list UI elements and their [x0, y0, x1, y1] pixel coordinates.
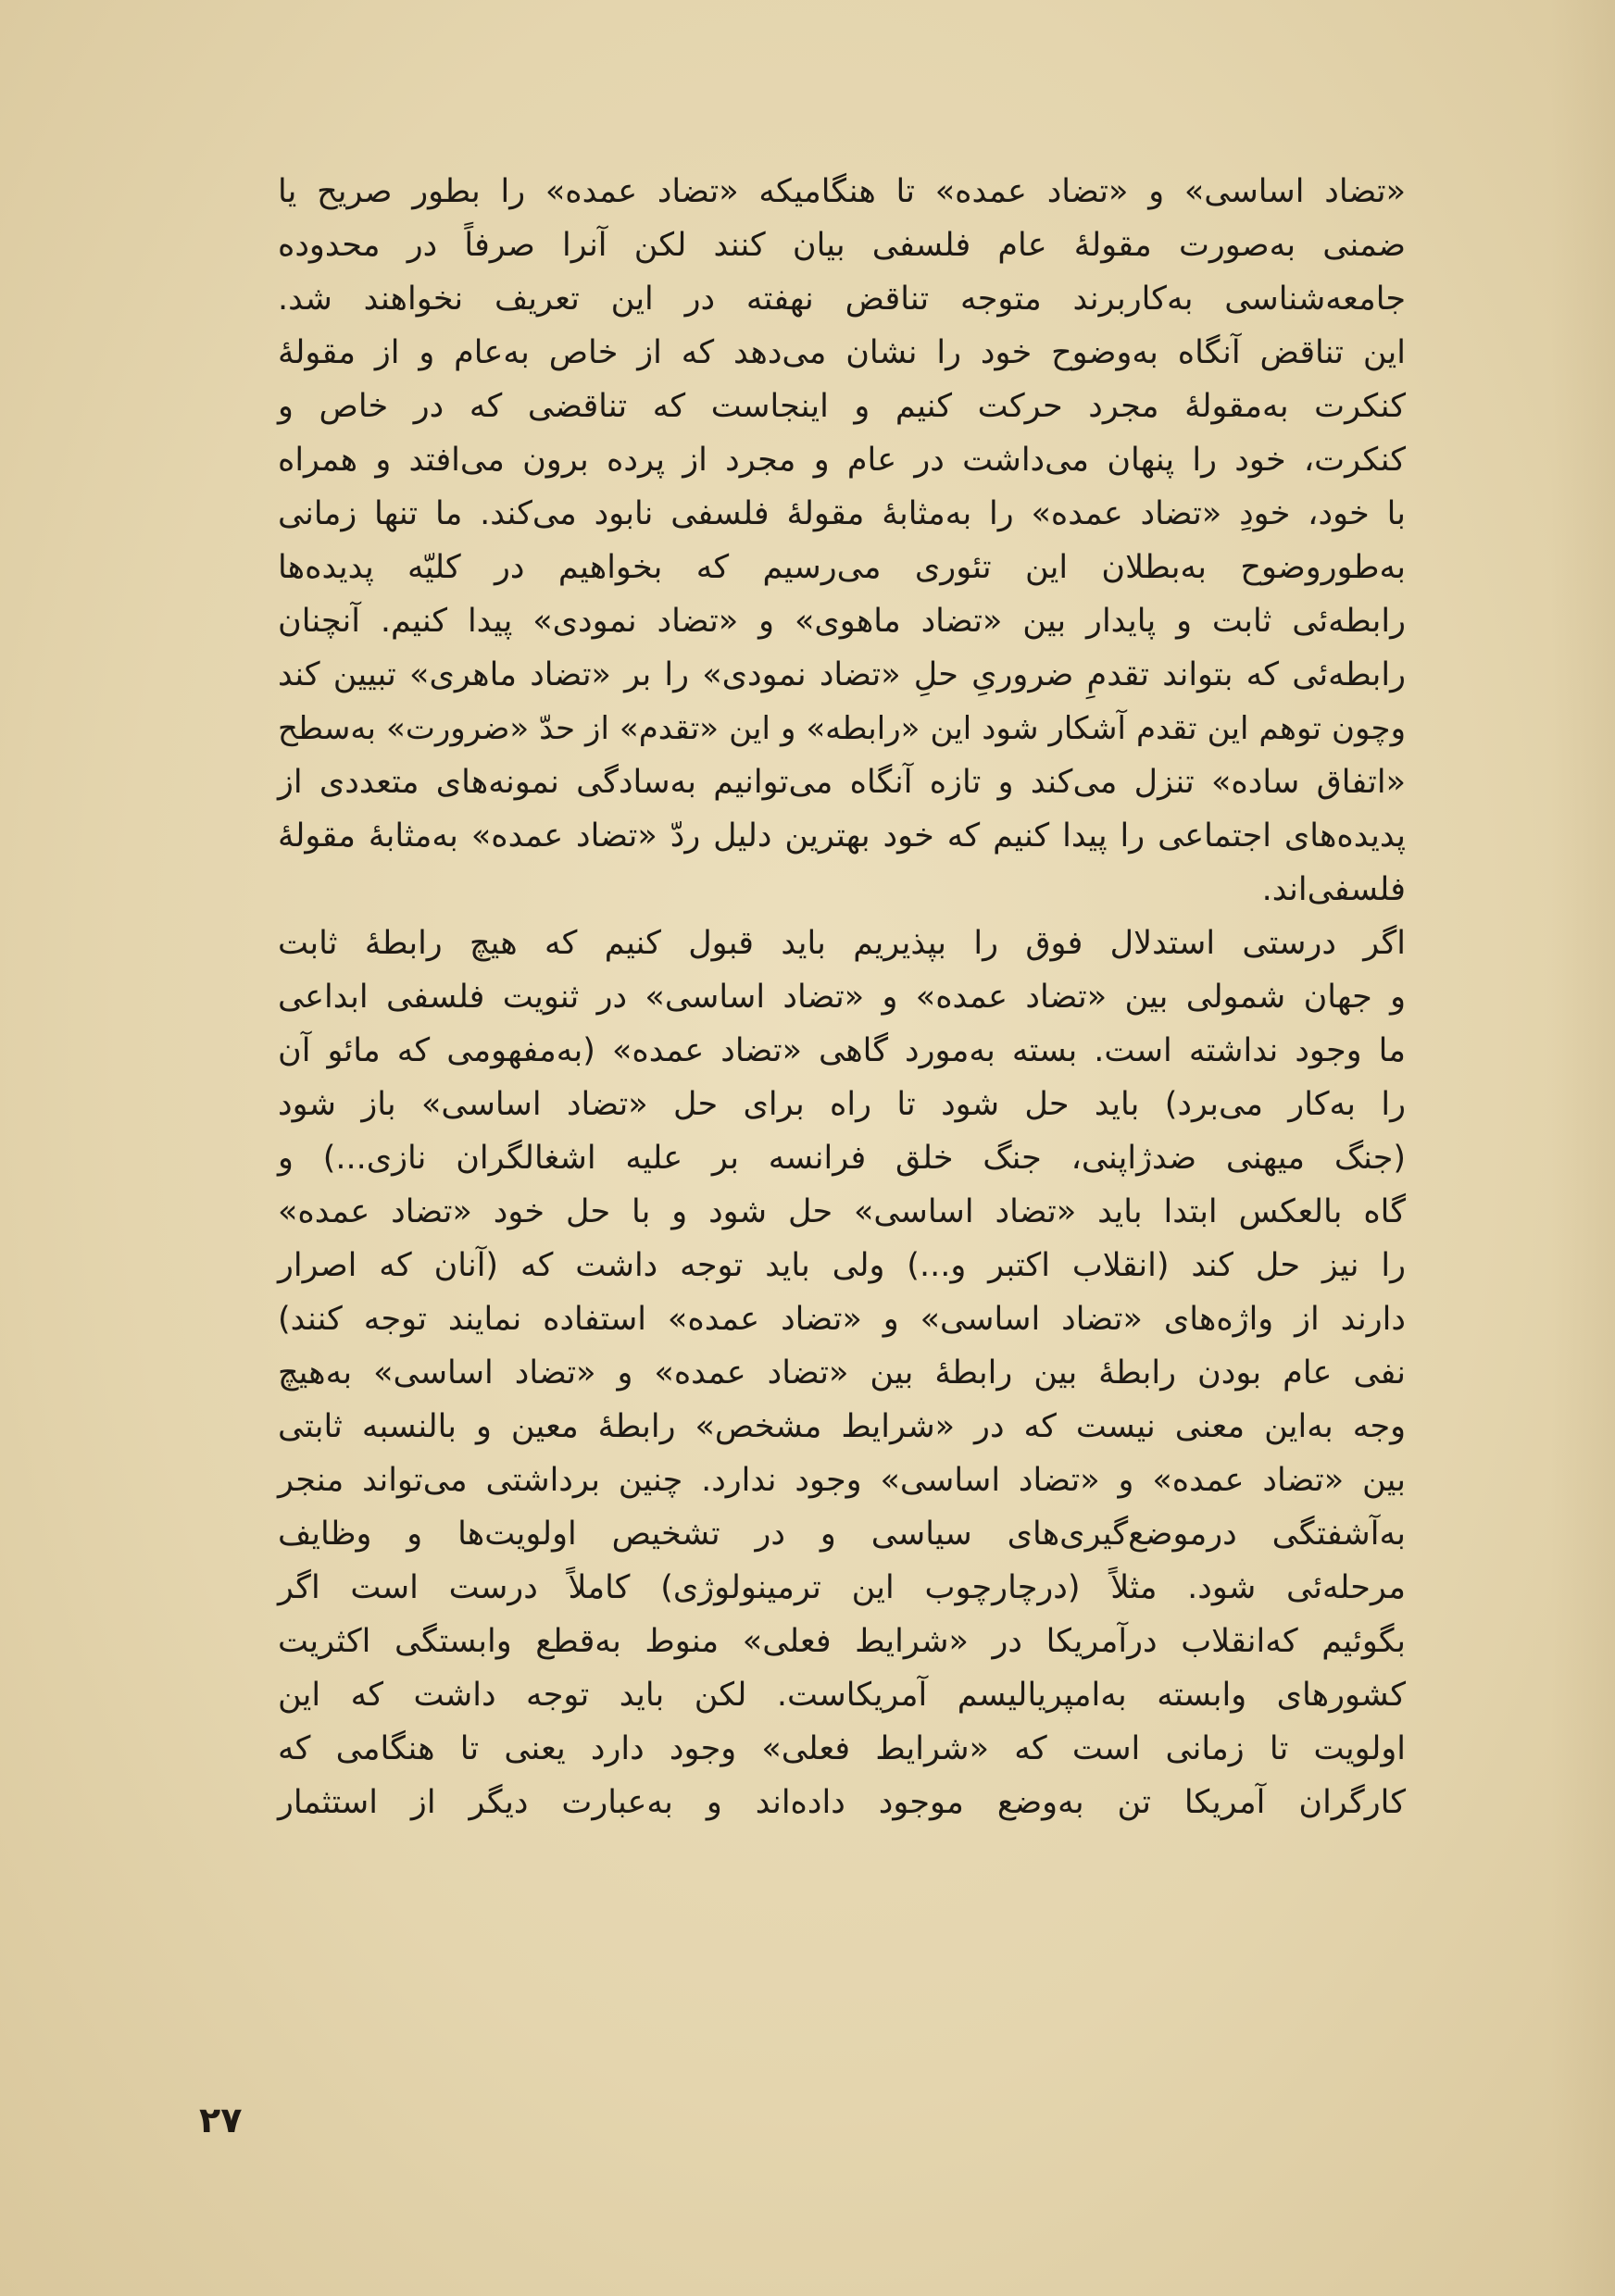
text-line: کنکرت، خود را پنهان می‌داشت در عام و مجرد از پرده برون می‌افتد و همراه	[278, 442, 1406, 479]
paragraph-1	[278, 165, 1406, 917]
text-line: بین «تضاد عمده» و «تضاد اساسی» وجود ندارد. چنین برداشتی می‌تواند منجر	[278, 1462, 1406, 1499]
text-line: به‌آشفتگی درموضع‌گیری‌های سیاسی و در تشخیص اولویت‌ها و وظایف	[278, 1516, 1406, 1553]
text-line: نفی عام بودن رابطهٔ بین رابطهٔ بین «تضاد عمده» و «تضاد اساسی» به‌هیچ	[278, 1354, 1406, 1391]
text-line: کنکرت به‌مقولهٔ مجرد حرکت کنیم و اینجاست که تناقضی که در خاص و	[278, 388, 1406, 425]
text-line: را نیز حل کند (انقلاب اکتبر و...) ولی باید توجه داشت که (آنان که اصرار	[278, 1247, 1406, 1284]
text-line: فلسفی‌اند.	[1261, 871, 1406, 908]
text-line: جامعه‌شناسی به‌کاربرند متوجه تناقض نهفته در این تعریف نخواهند شد.	[278, 281, 1406, 318]
text-line: با خود، خودِ «تضاد عمده» را به‌مثابهٔ مقولهٔ فلسفی نابود می‌کند. ما تنها زمانی	[278, 495, 1406, 532]
text-line: دارند از واژه‌های «تضاد اساسی» و «تضاد عمده» استفاده نمایند توجه کنند)	[278, 1301, 1406, 1338]
text-line: رابطه‌ئی که بتواند تقدمِ ضروریِ حلِ «تضاد نمودی» را بر «تضاد ماهری» تبیین کند	[278, 656, 1406, 693]
text-line: گاه بالعکس ابتدا باید «تضاد اساسی» حل شود و با حل خود «تضاد عمده»	[278, 1193, 1406, 1230]
text-line: بگوئیم که‌انقلاب درآمریکا در «شرایط فعلی» منوط به‌قطع وابستگی اکثریت	[278, 1623, 1406, 1660]
page-number: ۲۷	[199, 2100, 243, 2140]
text-line: (جنگ میهنی ضدژاپنی، جنگ خلق فرانسه بر علیه اشغالگران نازی...) و	[278, 1140, 1406, 1177]
text-line: اگر درستی استدلال فوق را بپذیریم باید قبول کنیم که هیچ رابطهٔ ثابت	[278, 925, 1406, 962]
text-line: «اتفاق ساده» تنزل می‌کند و تازه آنگاه می‌توانیم به‌سادگی نمونه‌های متعددی از	[278, 764, 1406, 801]
text-line: اولویت تا زمانی است که «شرایط فعلی» وجود دارد یعنی تا هنگامی که	[278, 1730, 1406, 1767]
text-line: را به‌کار می‌برد) باید حل شود تا راه برای حل «تضاد اساسی» باز شود	[278, 1086, 1406, 1123]
body-text	[278, 165, 1406, 1829]
text-line: کارگران آمریکا تن به‌وضع موجود داده‌اند و به‌عبارت دیگر از استثمار	[278, 1784, 1406, 1821]
text-line: این تناقض آنگاه به‌وضوح خود را نشان می‌دهد که از خاص به‌عام و از مقولهٔ	[278, 334, 1406, 371]
page-edge-shading	[1550, 0, 1615, 2296]
text-line: و جهان شمولی بین «تضاد عمده» و «تضاد اساسی» در ثنویت فلسفی ابداعی	[278, 979, 1406, 1016]
text-line: پدیده‌های اجتماعی را پیدا کنیم که خود بهترین دلیل ردّ «تضاد عمده» به‌مثابهٔ مقولهٔ	[278, 817, 1406, 855]
text-line: ما وجود نداشته است. بسته به‌مورد گاهی «تضاد عمده» (به‌مفهومی که مائو آن	[278, 1032, 1406, 1069]
text-line: «تضاد اساسی» و «تضاد عمده» تا هنگامیکه «تضاد عمده» را بطور صریح یا	[278, 173, 1406, 210]
text-line: وجه به‌این معنی نیست که در «شرایط مشخص» رابطهٔ معین و بالنسبه ثابتی	[278, 1408, 1406, 1445]
text-line: به‌طوروضوح به‌بطلان این تئوری می‌رسیم که بخواهیم در کلیّه پدیده‌ها	[278, 549, 1406, 586]
text-line: وچون توهم این تقدم آشکار شود این «رابطه» و این «تقدم» از حدّ «ضرورت» به‌سطح	[278, 710, 1406, 747]
text-line: رابطه‌ئی ثابت و پایدار بین «تضاد ماهوی» و «تضاد نمودی» پیدا کنیم. آنچنان	[278, 603, 1406, 640]
text-line: مرحله‌ئی شود. مثلاً (درچارچوب این ترمینولوژی) کاملاً درست است اگر	[278, 1569, 1406, 1606]
paragraph-2	[278, 917, 1406, 1829]
text-line: کشورهای وابسته به‌امپریالیسم آمریکاست. لکن باید توجه داشت که این	[278, 1677, 1406, 1714]
text-line: ضمنی به‌صورت مقولهٔ عام فلسفی بیان کنند لکن آنرا صرفاً در محدوده	[278, 227, 1406, 264]
